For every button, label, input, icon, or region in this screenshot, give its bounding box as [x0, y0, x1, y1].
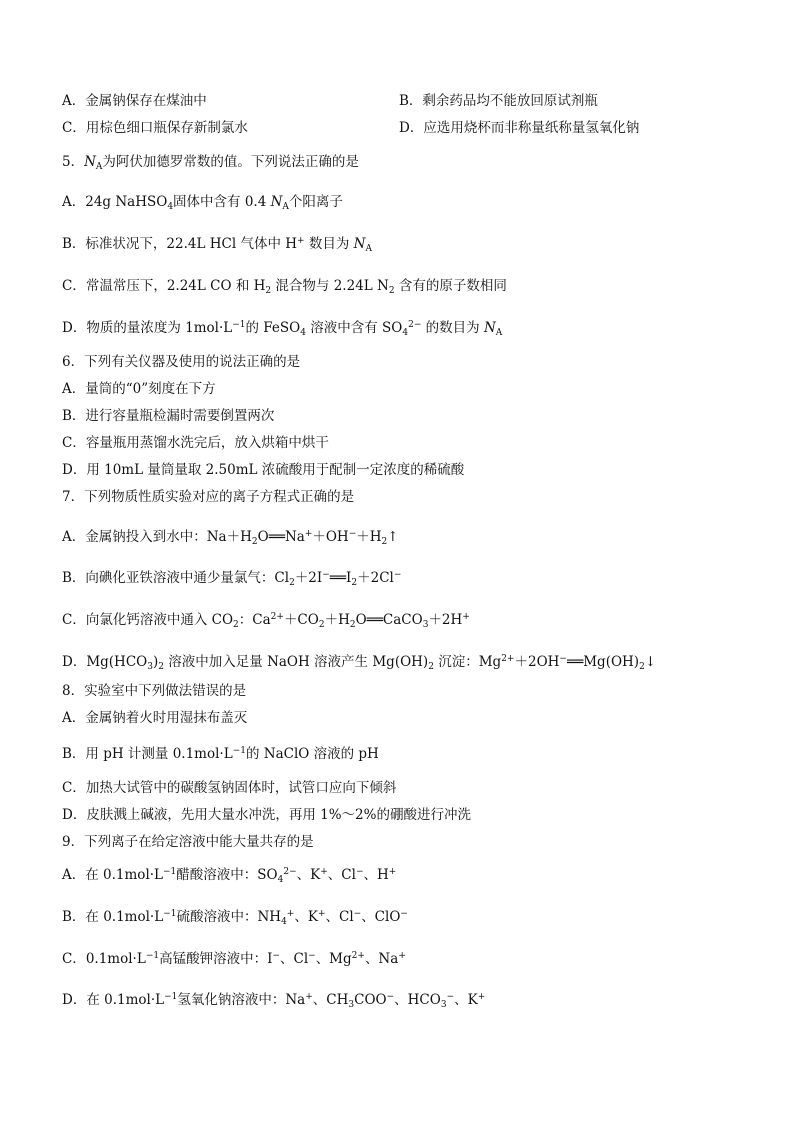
q9-option-c: C．$0.1mol\cdot L^{-1}$高锰酸钾溶液中：I−、Cl−、$Mg^{2+}$、Na+ [62, 951, 406, 967]
q5-option-d: D．物质的量浓度为 $1mol\cdot L^{-1}$的 FeSO$_4$ 溶液中含有 $SO_4^{2-}$ 的数目为 $N_A$ [62, 320, 503, 338]
q7-option-b: B．向碘化亚铁溶液中通少量氯气：$Cl_2+2I^-══I_2+2Cl^-$ [62, 570, 402, 588]
q7-option-d: D．$Mg(HCO_3)_2$ 溶液中加入足量 NaOH 溶液产生 $Mg(OH)_2$ 沉淀：$Mg^{2+}+2OH^-══Mg(OH)_2↓$ [62, 654, 657, 672]
q5-option-b: B．标准状况下，22.4L HCl 气体中 H+ 数目为 $N_A$ [62, 236, 372, 254]
q5-stem: 5．$N_A$为阿伏加德罗常数的值。下列说法正确的是 [62, 154, 359, 172]
q9-option-b: B．在 $0.1mol\cdot L^{-1}$硫酸溶液中：$NH_4^+$、K+、Cl−、ClO− [62, 909, 408, 927]
q6-option-a: A．量筒的“0”刻度在下方 [62, 381, 216, 397]
q5-option-c: C．常温常压下，2.24L CO 和 $H_2$ 混合物与 2.24L $N_2$ 含有的原子数相同 [62, 278, 507, 296]
q8-option-b: B．用 pH 计测量 $0.1mol\cdot L^{-1}$的 NaClO 溶液的 pH [62, 746, 379, 762]
q4-option-a: A．金属钠保存在煤油中 [62, 93, 207, 109]
q4-option-b: B．剩余药品均不能放回原试剂瓶 [399, 93, 598, 109]
q9-stem: 9．下列离子在给定溶液中能大量共存的是 [62, 834, 314, 850]
q8-option-d: D．皮肤溅上碱液，先用大量水冲洗，再用 1%～2%的硼酸进行冲洗 [62, 807, 471, 823]
q8-stem: 8．实验室中下列做法错误的是 [62, 683, 247, 699]
q8-option-a: A．金属钠着火时用湿抹布盖灭 [62, 710, 248, 726]
q6-stem: 6．下列有关仪器及使用的说法正确的是 [62, 354, 301, 370]
q4-option-c: C．用棕色细口瓶保存新制氯水 [62, 120, 248, 136]
q8-option-c: C．加热大试管中的碳酸氢钠固体时，试管口应向下倾斜 [62, 780, 397, 796]
q7-option-a: A．金属钠投入到水中：$Na+H_2O══Na^++OH^-+H_2↑$ [62, 529, 399, 547]
q5-option-a: A．24g NaHSO$_4$固体中含有 0.4 $N_A$个阳离子 [62, 194, 343, 212]
q7-stem: 7．下列物质性质实验对应的离子方程式正确的是 [62, 489, 355, 505]
q6-option-d: D．用 10mL 量筒量取 2.50mL 浓硫酸用于配制一定浓度的稀硫酸 [62, 462, 465, 478]
q9-option-d: D．在 $0.1mol\cdot L^{-1}$氢氧化钠溶液中：Na+、$CH_3COO^-$、$HCO_3^-$、K+ [62, 992, 486, 1010]
q7-option-c: C．向氯化钙溶液中通入 $CO_2$：$Ca^{2+}+CO_2+H_2O══CaCO_3+2H^+$ [62, 612, 470, 630]
q6-option-c: C．容量瓶用蒸馏水洗完后，放入烘箱中烘干 [62, 435, 329, 451]
q6-option-b: B．进行容量瓶检漏时需要倒置两次 [62, 408, 275, 424]
q9-option-a: A．在 $0.1mol\cdot L^{-1}$醋酸溶液中：$SO_4^{2-}$、K+、Cl−、H+ [62, 867, 397, 885]
q4-option-d: D．应选用烧杯而非称量纸称量氢氧化钠 [399, 120, 640, 136]
